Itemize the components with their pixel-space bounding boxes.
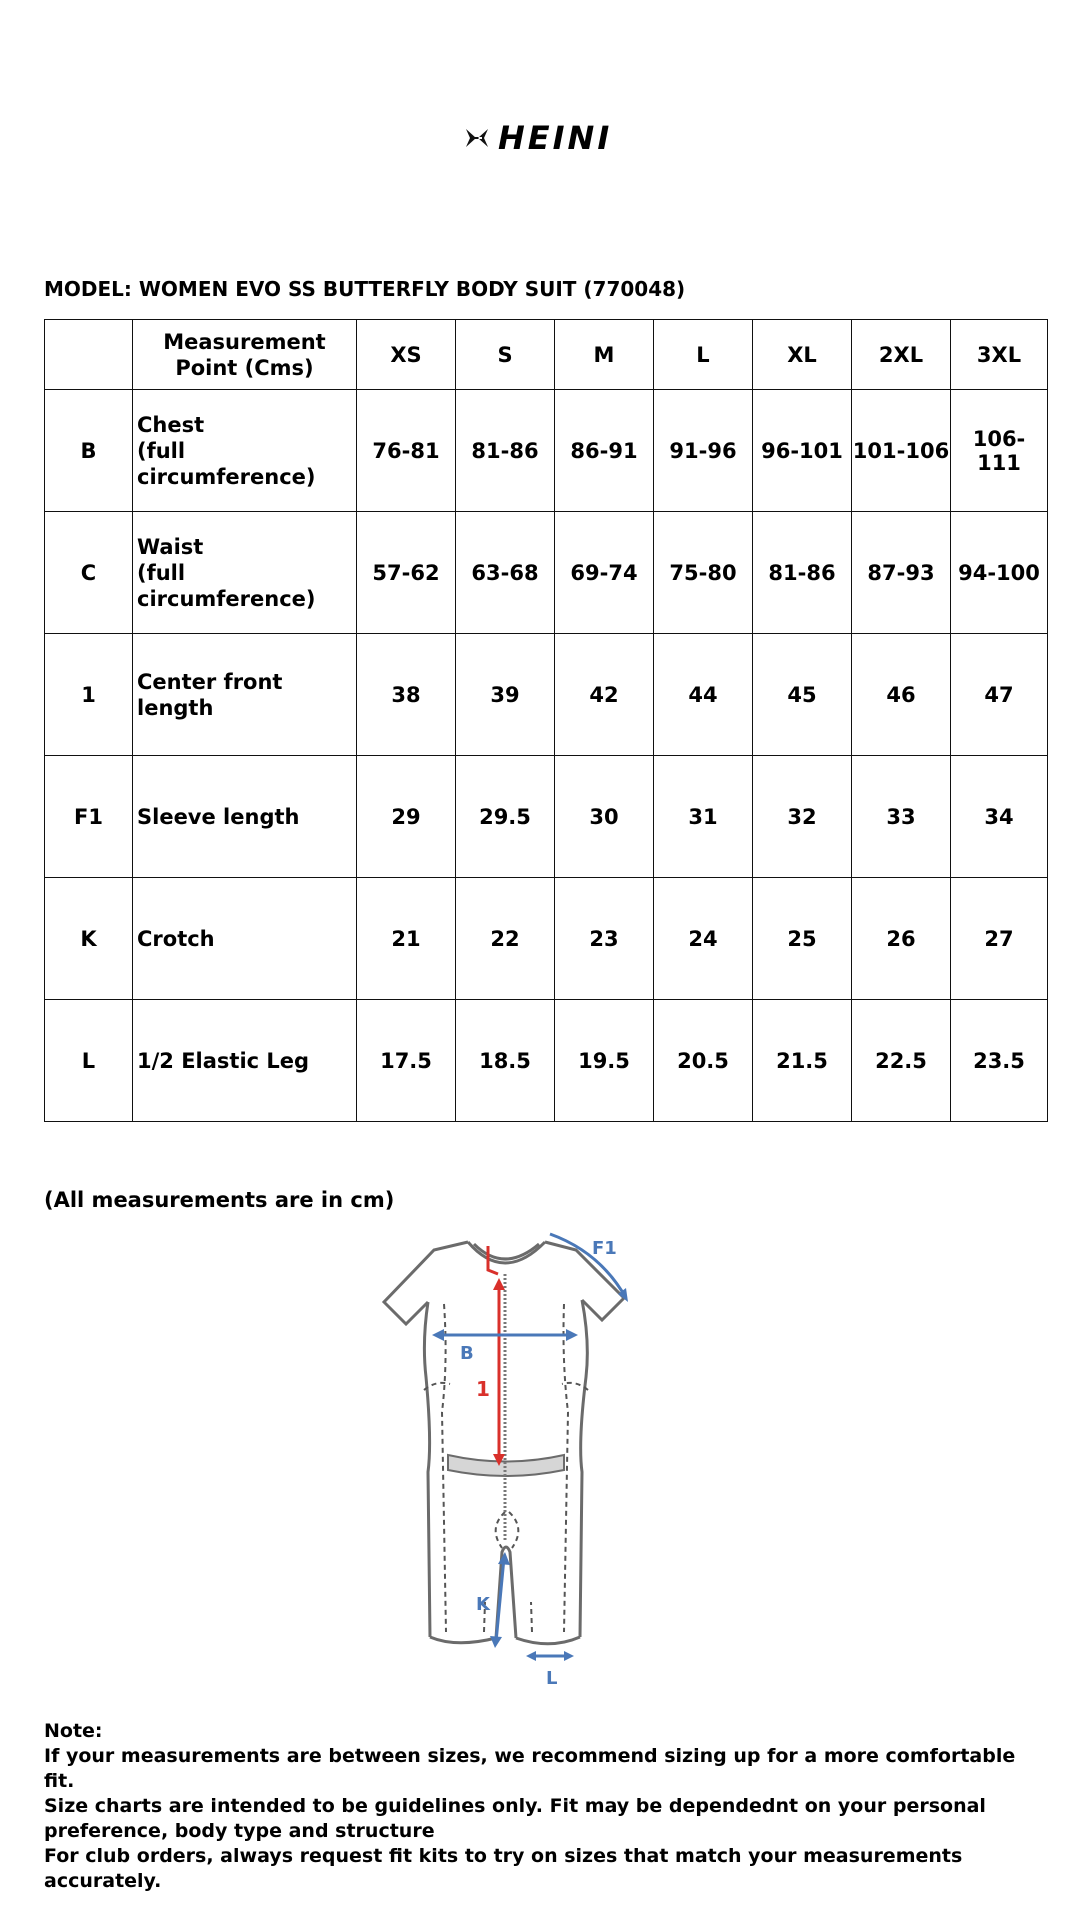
table-cell: 26 — [852, 878, 951, 1000]
header-code-cell — [45, 320, 133, 390]
notes-line: If your measurements are between sizes, we recommend sizing up for a more comfortable fit. — [44, 1745, 1016, 1792]
row-label: Crotch — [133, 878, 357, 1000]
heini-mark-icon — [464, 127, 490, 149]
header-measurement-point: Measurement Point (Cms) — [133, 320, 357, 390]
table-cell: 21 — [357, 878, 456, 1000]
table-cell: 96-101 — [753, 390, 852, 512]
label-chest: B — [460, 1343, 474, 1364]
table-row — [45, 512, 1048, 634]
leg-arrow-icon — [526, 1651, 574, 1661]
table-cell: 24 — [654, 878, 753, 1000]
row-label: Center front length — [133, 634, 357, 756]
table-cell: 33 — [852, 756, 951, 878]
page-title: MODEL: WOMEN EVO SS BUTTERFLY BODY SUIT (770048) — [44, 277, 686, 301]
table-cell: 17.5 — [357, 1000, 456, 1122]
table-cell: 81-86 — [753, 512, 852, 634]
table-cell: 29.5 — [456, 756, 555, 878]
table-cell: 46 — [852, 634, 951, 756]
table-cell: 42 — [555, 634, 654, 756]
table-cell: 39 — [456, 634, 555, 756]
table-row — [45, 390, 1048, 512]
table-cell: 75-80 — [654, 512, 753, 634]
table-cell: 91-96 — [654, 390, 753, 512]
table-cell: 31 — [654, 756, 753, 878]
header-size: S — [456, 320, 555, 390]
row-code: 1 — [45, 634, 133, 756]
unit-note: (All measurements are in cm) — [44, 1188, 395, 1212]
table-cell: 94-100 — [951, 512, 1048, 634]
label-crotch: K — [476, 1594, 490, 1615]
table-cell: 20.5 — [654, 1000, 753, 1122]
table-cell: 87-93 — [852, 512, 951, 634]
header-size: 2XL — [852, 320, 951, 390]
table-cell: 22.5 — [852, 1000, 951, 1122]
table-cell: 81-86 — [456, 390, 555, 512]
row-code: B — [45, 390, 133, 512]
table-cell: 23 — [555, 878, 654, 1000]
brand-name: HEINI — [498, 119, 613, 157]
table-row — [45, 1000, 1048, 1122]
header-size: 3XL — [951, 320, 1048, 390]
table-cell: 23.5 — [951, 1000, 1048, 1122]
table-row — [45, 878, 1048, 1000]
table-cell: 76-81 — [357, 390, 456, 512]
label-center-front: 1 — [476, 1377, 490, 1401]
table-row — [45, 756, 1048, 878]
table-cell: 57-62 — [357, 512, 456, 634]
row-code: L — [45, 1000, 133, 1122]
row-code: C — [45, 512, 133, 634]
table-header-row — [45, 320, 1048, 390]
table-cell: 29 — [357, 756, 456, 878]
table-cell: 34 — [951, 756, 1048, 878]
header-size: L — [654, 320, 753, 390]
table-cell: 47 — [951, 634, 1048, 756]
notes-heading: Note: — [44, 1720, 103, 1742]
notes-line: For club orders, always request fit kits to try on sizes that match your measurements accurately. — [44, 1845, 963, 1892]
garment-measurement-diagram — [364, 1212, 664, 1692]
table-row — [45, 634, 1048, 756]
table-cell: 32 — [753, 756, 852, 878]
size-chart-table — [44, 319, 1048, 1122]
label-sleeve: F1 — [592, 1238, 617, 1259]
table-cell: 21.5 — [753, 1000, 852, 1122]
table-cell: 19.5 — [555, 1000, 654, 1122]
row-label: Waist (full circumference) — [133, 512, 357, 634]
label-leg: L — [546, 1668, 558, 1689]
table-cell: 101-106 — [852, 390, 951, 512]
table-cell: 86-91 — [555, 390, 654, 512]
brand-logo — [464, 119, 613, 157]
row-code: F1 — [45, 756, 133, 878]
table-cell: 25 — [753, 878, 852, 1000]
header-size: M — [555, 320, 654, 390]
notes-line: Size charts are intended to be guidelines only. Fit may be dependednt on your personal preference, body type and structure — [44, 1795, 986, 1842]
table-cell: 63-68 — [456, 512, 555, 634]
table-cell: 45 — [753, 634, 852, 756]
table-cell: 44 — [654, 634, 753, 756]
row-label: Sleeve length — [133, 756, 357, 878]
row-code: K — [45, 878, 133, 1000]
table-cell: 27 — [951, 878, 1048, 1000]
table-cell: 69-74 — [555, 512, 654, 634]
table-cell: 22 — [456, 878, 555, 1000]
row-label: Chest (full circumference) — [133, 390, 357, 512]
center-front-arrow-icon — [488, 1246, 505, 1466]
notes-section — [44, 1719, 1044, 1894]
table-cell: 30 — [555, 756, 654, 878]
table-cell: 38 — [357, 634, 456, 756]
table-cell: 106-111 — [951, 390, 1048, 512]
row-label: 1/2 Elastic Leg — [133, 1000, 357, 1122]
table-cell: 18.5 — [456, 1000, 555, 1122]
header-size: XS — [357, 320, 456, 390]
header-size: XL — [753, 320, 852, 390]
